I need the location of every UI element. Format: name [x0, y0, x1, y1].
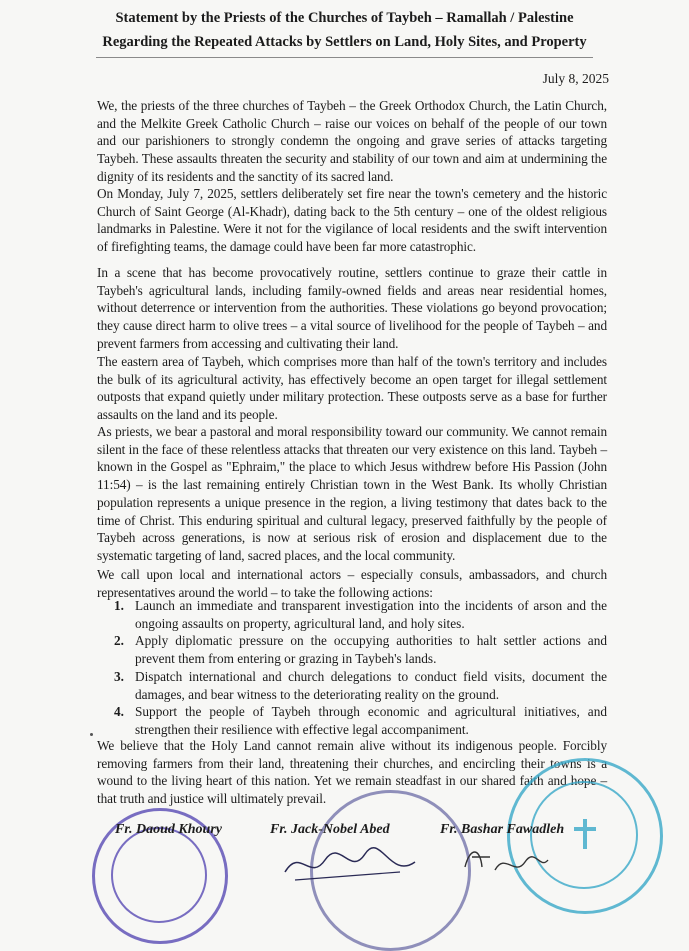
paragraph-fire: On Monday, July 7, 2025, settlers deliberately set fire near the town's cemetery and the historic Church of Saint George (Al-Khadr), dating back to the 5th century – one of the oldest religious landmarks in Palestine. Were it not for the vigilance of local residents and the swift intervention of firefighting teams, the damage could have been far more catastrophic. — [97, 186, 607, 255]
signatory-name: Fr. Jack-Nobel Abed — [270, 822, 390, 837]
action-number: 2. — [114, 633, 124, 649]
title-line-2: Regarding the Repeated Attacks by Settlers on Land, Holy Sites, and Property — [102, 34, 587, 50]
header-divider — [96, 57, 593, 58]
action-text: Dispatch international and church delegations to conduct field visits, document the damages, and bear witness to the deteriorating reality on the ground. — [135, 668, 607, 702]
cross-icon — [574, 819, 596, 849]
signatory-name: Fr. Daoud Khoury — [115, 822, 222, 837]
action-item — [97, 597, 607, 632]
action-item — [97, 703, 607, 738]
title-line-1: Statement by the Priests of the Churches of Taybeh – Ramallah / Palestine — [115, 10, 574, 26]
actions-list — [97, 597, 607, 739]
paragraph-closing: We believe that the Holy Land cannot remain alive without its indigenous people. Forcibly removing farmers from their land, threatening their churches, and encircling their towns is a wound to the living heart of this nation. Yet we remain steadfast in our shared faith and hope – that truth and justice will ultimately prevail. — [97, 738, 607, 807]
signature-scribble-middle — [280, 842, 420, 886]
paragraph-grazing: In a scene that has become provocatively routine, settlers continue to graze their cattle in Taybeh's agricultural lands, including family-owned fields and areas near residential homes, without deterrence or intervention from the authorities. These violations go beyond provocation; they cause direct harm to olive trees – a vital source of livelihood for the people of Taybeh – and prevent farmers from accessing and cultivating their land. — [97, 265, 607, 351]
paragraph-call: We call upon local and international actors – especially consuls, ambassadors, and church representatives around the world – to take the following actions: — [97, 567, 607, 600]
action-item — [97, 632, 607, 667]
paragraph-responsibility: As priests, we bear a pastoral and moral responsibility toward our community. We cannot remain silent in the face of these relentless attacks that threaten our very existence on this land. Taybeh – known in the Gospel as "Ephraim," the place to which Jesus withdrew before His Passion (John 11:54) – is the last remaining entirely Christian town in the West Bank. Its wholly Christian population represents a unique presence in the region, a living testimony that dates back to the time of Christ. This enduring spiritual and cultural legacy, preserved faithfully by the people of Taybeh across generations, is now at serious risk of erosion and displacement due to the systematic targeting of land, sacred places, and the local community. — [97, 424, 607, 563]
action-number: 4. — [114, 704, 124, 720]
action-text: Launch an immediate and transparent investigation into the incidents of arson and the ongoing assaults on property, agricultural land, and holy sites. — [135, 598, 607, 631]
action-number: 3. — [114, 668, 124, 684]
action-text: Apply diplomatic pressure on the occupying authorities to halt settler actions and prevent them from entering or grazing in Taybeh's lands. — [135, 633, 607, 667]
stray-mark — [90, 733, 93, 736]
action-item — [97, 668, 607, 703]
signatory-name: Fr. Bashar Fawadleh — [440, 822, 565, 837]
action-number: 1. — [114, 598, 124, 613]
church-seal-left-inner-ring — [111, 827, 207, 923]
statement-date: July 8, 2025 — [542, 71, 609, 86]
paragraph-eastern-area: The eastern area of Taybeh, which comprises more than half of the town's territory and includes the bulk of its agricultural activity, has effectively become an open target for illegal settlement outposts that expand quietly under military protection. These outposts serve as a base for further assaults on the land and its people. — [97, 354, 607, 423]
signature-scribble-right — [460, 842, 550, 882]
action-text: Support the people of Taybeh through economic and agricultural initiatives, and strengthen their resilience with effective legal accompaniment. — [135, 704, 607, 737]
paragraph-intro: We, the priests of the three churches of Taybeh – the Greek Orthodox Church, the Latin Church, and the Melkite Greek Catholic Church – raise our voices on behalf of the people of our town and our parishioners to strongly condemn the ongoing and grave series of attacks targeting Taybeh. These assaults threaten the security and stability of our town and aim at undermining the dignity of its residents and the sanctity of its sacred land. — [97, 98, 607, 184]
